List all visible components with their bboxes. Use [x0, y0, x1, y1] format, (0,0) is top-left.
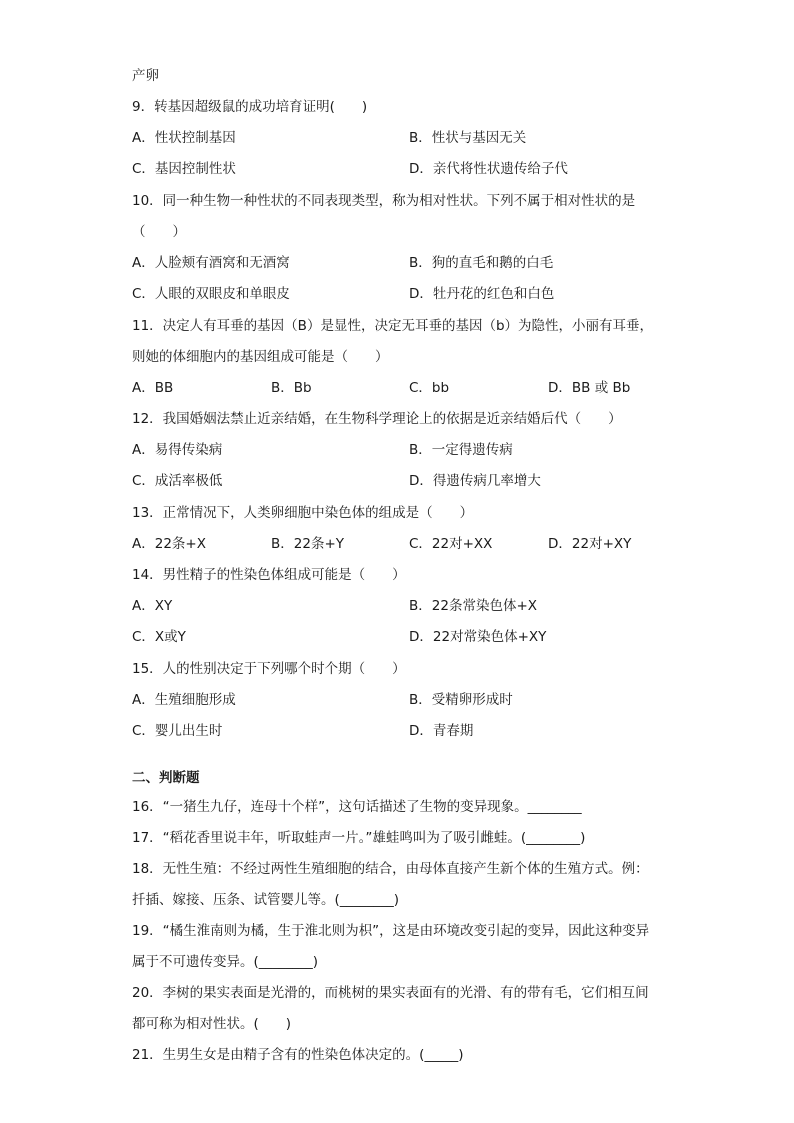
question-11: 11．决定人有耳垂的基因（B）是显性，决定无耳垂的基因（b）为隐性，小丽有耳垂，	[132, 318, 654, 334]
question-21: 21．生男生女是由精子含有的性染色体决定的。(_____)	[132, 1047, 464, 1063]
option-d: D．亲代将性状遗传给子代	[409, 161, 568, 177]
option-b: B．22条常染色体+X	[409, 598, 537, 614]
option-b: B．性状与基因无关	[409, 130, 527, 146]
option-d: D．22对+XY	[548, 536, 632, 552]
question-19: 19．“橘生淮南则为橘，生于淮北则为枳”，这是由环境改变引起的变异，因此这种变异	[132, 923, 650, 939]
option-c: C．bb	[409, 380, 450, 396]
option-d: D．22对常染色体+XY	[409, 629, 547, 645]
option-d: D．牡丹花的红色和白色	[409, 286, 555, 302]
question-18-cont: 扦插、嫁接、压条、试管婴儿等。(________)	[132, 892, 400, 908]
option-c: C．基因控制性状	[132, 161, 236, 177]
question-12: 12．我国婚姻法禁止近亲结婚，在生物科学理论上的依据是近亲结婚后代（ ）	[132, 411, 622, 427]
question-14: 14．男性精子的性染色体组成可能是（ ）	[132, 567, 406, 583]
question-20-cont: 都可称为相对性状。( )	[132, 1016, 292, 1032]
option-c: C．人眼的双眼皮和单眼皮	[132, 286, 290, 302]
option-b: B．受精卵形成时	[409, 692, 513, 708]
question-17: 17．“稻花香里说丰年，听取蛙声一片。”雄蛙鸣叫为了吸引雌蛙。(________)	[132, 830, 586, 846]
text-line: 产卵	[132, 68, 159, 84]
question-10-cont: （ ）	[132, 224, 186, 240]
question-19-cont: 属于不可遗传变异。(________)	[132, 954, 319, 970]
option-b: B．狗的直毛和鹅的白毛	[409, 255, 554, 271]
option-d: D．BB 或 Bb	[548, 380, 631, 396]
option-b: B．Bb	[271, 380, 312, 396]
option-c: C．婴儿出生时	[132, 723, 223, 739]
option-d: D．青春期	[409, 723, 474, 739]
option-a: A．人脸颊有酒窝和无酒窝	[132, 255, 290, 271]
option-d: D．得遗传病几率增大	[409, 473, 541, 489]
question-13: 13．正常情况下，人类卵细胞中染色体的组成是（ ）	[132, 505, 474, 521]
option-a: A．BB	[132, 380, 174, 396]
option-a: A．性状控制基因	[132, 130, 236, 146]
question-10: 10．同一种生物一种性状的不同表现类型，称为相对性状。下列不属于相对性状的是	[132, 193, 636, 209]
question-9: 9．转基因超级鼠的成功培育证明( )	[132, 99, 368, 115]
option-a: A．XY	[132, 598, 173, 614]
option-c: C．22对+XX	[409, 536, 493, 552]
question-16: 16．“一猪生九仔，连母十个样”，这句话描述了生物的变异现象。________	[132, 799, 582, 815]
option-a: A．易得传染病	[132, 442, 223, 458]
option-b: B．22条+Y	[271, 536, 344, 552]
option-c: C．X或Y	[132, 629, 186, 645]
question-11-cont: 则她的体细胞内的基因组成可能是（ ）	[132, 349, 389, 365]
section-heading: 二、判断题	[132, 770, 200, 786]
question-20: 20．李树的果实表面是光滑的，而桃树的果实表面有的光滑、有的带有毛，它们相互间	[132, 985, 649, 1001]
question-18: 18．无性生殖：不经过两性生殖细胞的结合，由母体直接产生新个体的生殖方式。例：	[132, 861, 649, 877]
question-15: 15．人的性别决定于下列哪个时个期（ ）	[132, 661, 406, 677]
option-c: C．成活率极低	[132, 473, 223, 489]
option-b: B．一定得遗传病	[409, 442, 513, 458]
option-a: A．生殖细胞形成	[132, 692, 236, 708]
option-a: A．22条+X	[132, 536, 206, 552]
